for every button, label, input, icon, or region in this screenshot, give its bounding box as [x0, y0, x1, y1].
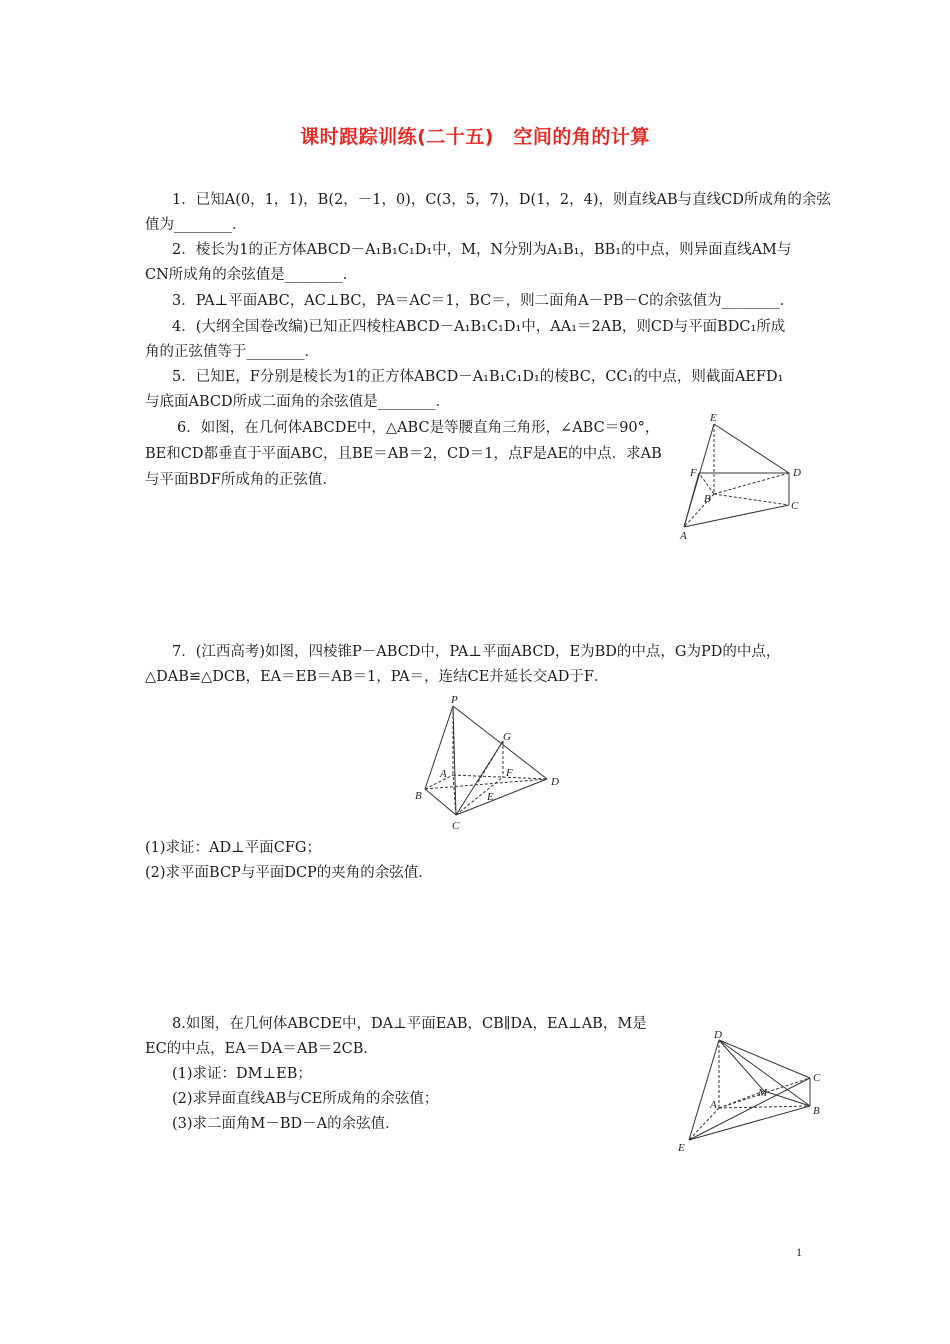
fig8-label-E: E [678, 1142, 685, 1154]
problem-6-text: 6．如图，在几何体ABCDE中，△ABC是等腰直角三角形，∠ABC＝90°，BE和CD都垂直于平面ABC，且BE＝AB＝2，CD＝1，点F是AE的中点．求AB与平面BDF所成角的正弦值． [145, 420, 662, 488]
problem-5-line-1: 5．已知E，F分别是棱长为1的正方体ABCD－A₁B₁C₁D₁的棱BC，CC₁的中点，则截面AEFD₁ [172, 369, 784, 385]
fig6-label-F: F [690, 467, 697, 479]
problem-3: 3．PA⊥平面ABC，AC⊥BC，PA＝AC＝1，BC＝，则二面角A－PB－C的余弦值为________． [172, 293, 795, 309]
fig6-label-B: B [704, 493, 711, 505]
fig8-label-D: D [714, 1029, 722, 1041]
problem-8-sub-3: (3)求二面角M－BD－A的余弦值． [172, 1116, 400, 1132]
problem-7-sub-2: (2)求平面BCP与平面DCP的夹角的余弦值． [145, 865, 433, 881]
fig6-label-E: E [710, 412, 717, 424]
fig8-label-B: B [813, 1105, 820, 1117]
fig8-label-M: M [758, 1087, 768, 1099]
fig8-label-A: A [710, 1099, 717, 1111]
problem-4-line-1: 4．(大纲全国卷改编)已知正四棱柱ABCD－A₁B₁C₁D₁中，AA₁＝2AB，则CD与平面BDC₁所成 [172, 319, 786, 335]
page-number: 1 [796, 1245, 802, 1259]
problem-8-sub-1: (1)求证：DM⊥EB； [172, 1066, 312, 1082]
figure-problem-6 [670, 410, 820, 545]
problem-8-line-2: EC的中点，EA＝DA＝AB＝2CB． [145, 1041, 378, 1057]
fig7-label-F: F [506, 767, 513, 779]
fig6-label-C: C [791, 500, 799, 512]
problem-7-line-2: △DAB≌△DCB，EA＝EB＝AB＝1，PA＝，连结CE并延长交AD于F． [145, 669, 609, 685]
fig7-label-P: P [451, 694, 458, 706]
fig6-label-D: D [793, 467, 801, 479]
fig7-label-G: G [503, 731, 511, 743]
fig8-label-C: C [813, 1072, 821, 1084]
fig7-label-C: C [452, 820, 460, 832]
problem-4-line-2: 角的正弦值等于________． [145, 344, 319, 360]
fig7-label-E: E [487, 791, 494, 803]
problem-8-sub-2: (2)求异面直线AB与CE所成角的余弦值； [172, 1091, 439, 1107]
problem-1-line-2: 值为________． [145, 217, 247, 233]
fig7-label-B: B [415, 790, 422, 802]
figure-problem-7 [410, 693, 570, 833]
problem-7-sub-1: (1)求证：AD⊥平面CFG； [145, 840, 322, 856]
figure-problem-8 [670, 1028, 830, 1156]
problem-2-line-1: 2．棱长为1的正方体ABCD－A₁B₁C₁D₁中，M，N分别为A₁B₁，BB₁的中点，则异面直线AM与 [172, 242, 792, 258]
fig7-label-A: A [440, 768, 447, 780]
problem-7-line-1: 7．(江西高考)如图，四棱锥P－ABCD中，PA⊥平面ABCD，E为BD的中点，G为PD的中点， [172, 644, 781, 660]
problem-5-line-2: 与底面ABCD所成二面角的余弦值是________． [145, 394, 451, 410]
page-title: 课时跟踪训练(二十五) 空间的角的计算 [300, 126, 650, 148]
fig6-label-A: A [680, 530, 687, 542]
problem-2-line-2: CN所成角的余弦值是________． [145, 267, 358, 283]
problem-6 [145, 415, 665, 493]
problem-8-line-1: 8.如图，在几何体ABCDE中，DA⊥平面EAB，CB∥DA，EA⊥AB，M是 [172, 1016, 647, 1032]
problem-1-line-1: 1．已知A(0，1，1)，B(2，－1，0)，C(3，5，7)，D(1，2，4)，则直线AB与直线CD所成角的余弦 [172, 192, 831, 208]
fig7-label-D: D [551, 776, 559, 788]
